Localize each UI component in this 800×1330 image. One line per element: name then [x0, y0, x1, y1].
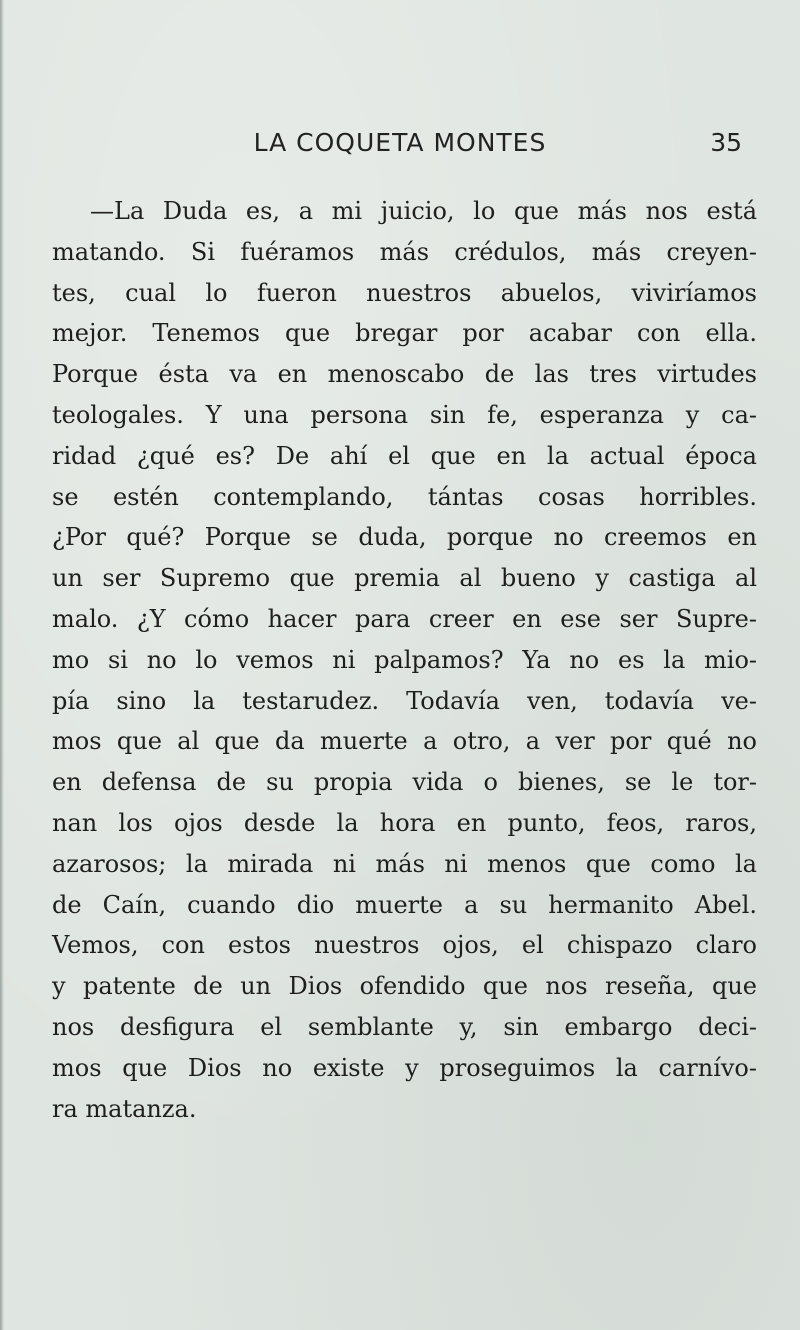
page-edge-shadow — [0, 0, 4, 1330]
text-line: mo si no lo vemos ni palpamos? Ya no es la mio- — [52, 645, 757, 674]
body-paragraph — [52, 191, 757, 1129]
text-line: ra matanza. — [52, 1094, 197, 1123]
text-line: azarosos; la mirada ni más ni menos que como la — [52, 849, 757, 878]
text-line: se estén contemplando, tántas cosas horribles. — [52, 482, 757, 511]
running-title: LA COQUETA MONTES — [253, 128, 547, 157]
text-line: y patente de un Dios ofendido que nos reseña, que — [52, 972, 757, 1001]
text-line: mos que Dios no existe y proseguimos la carnívo- — [52, 1053, 757, 1082]
text-line: Vemos, con estos nuestros ojos, el chispazo claro — [52, 931, 757, 960]
text-line: —La Duda es, a mi juicio, lo que más nos está — [90, 197, 757, 225]
text-line: ridad ¿qué es? De ahí el que en la actual época — [52, 441, 757, 470]
text-line: de Caín, cuando dio muerte a su hermanito Abel. — [52, 890, 757, 919]
text-line: mos que al que da muerte a otro, a ver por qué no — [52, 727, 757, 756]
text-line: pía sino la testarudez. Todavía ven, todavía ve- — [52, 686, 757, 715]
text-line: un ser Supremo que premia al bueno y castiga al — [52, 564, 757, 593]
text-line: Porque ésta va en menoscabo de las tres virtudes — [52, 360, 757, 389]
text-line: malo. ¿Y cómo hacer para creer en ese ser Supre- — [52, 604, 757, 633]
text-line: en defensa de su propia vida o bienes, se le tor- — [52, 768, 757, 797]
running-head — [0, 128, 800, 164]
text-line: nan los ojos desde la hora en punto, feos, raros, — [52, 808, 757, 837]
text-line: tes, cual lo fueron nuestros abuelos, viviríamos — [52, 278, 757, 307]
text-line: teologales. Y una persona sin fe, esperanza y ca- — [52, 400, 757, 429]
text-line: mejor. Tenemos que bregar por acabar con ella. — [52, 319, 757, 348]
text-line: nos desfigura el semblante y, sin embargo deci- — [52, 1012, 757, 1041]
text-line: matando. Si fuéramos más crédulos, más creyen- — [52, 237, 757, 266]
page-number: 35 — [710, 128, 742, 157]
text-line: ¿Por qué? Porque se duda, porque no creemos en — [52, 523, 757, 552]
